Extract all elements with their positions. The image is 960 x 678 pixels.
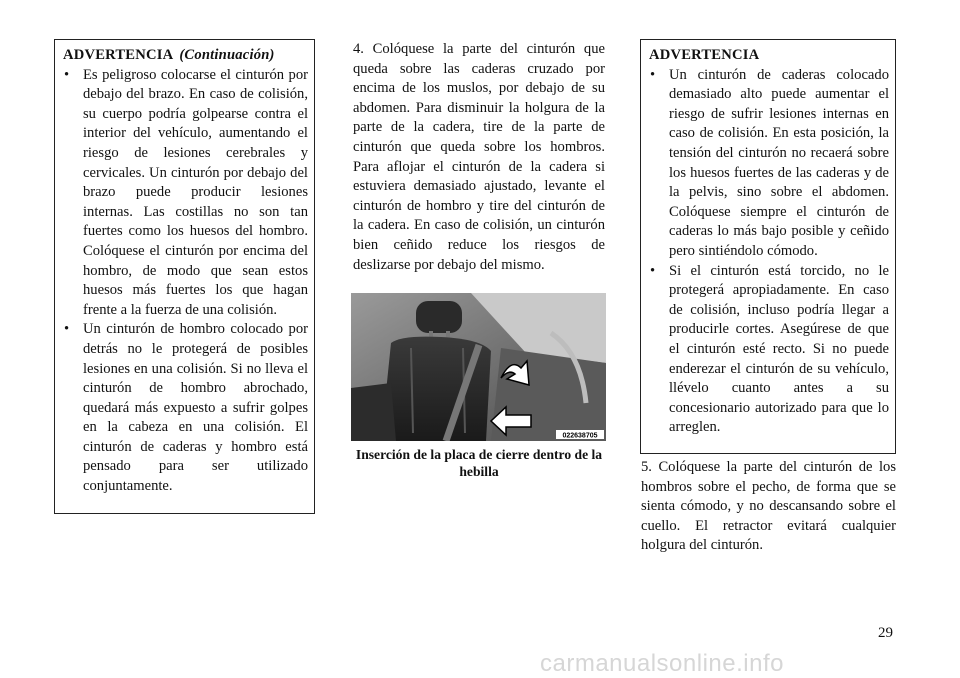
warning-title	[63, 46, 308, 66]
step-4-paragraph	[353, 40, 605, 275]
step-4-text: 4. Colóquese la parte del cinturón que queda sobre las caderas cruzado por encima de los muslos, por debajo de su abdomen. Para disminuir la holgura de la parte de la cadera, tire de la parte de cinturón que queda sobre los hombros. Para aflojar el cinturón de la cadera si estuviera demasiado ajustado, levante el cinturón de hombro y tire del cinturón de la cadera. En caso de colisión, un cinturón bien ceñido reduce los riesgos de deslizarse por debajo del mismo.	[353, 41, 605, 273]
warning-title-text: ADVERTENCIA	[63, 47, 174, 63]
image-caption: Inserción de la placa de cierre dentro de la hebilla	[355, 447, 603, 479]
seat-belt-buckle-photo	[351, 293, 606, 441]
step-5-text: 5. Colóquese la parte del cinturón de los hombros sobre el pecho, de forma que se sienta cómodo, y no descansando sobre el cuello. El retractor evitará cualquier holgura del cinturón.	[641, 459, 896, 554]
page-number: 29	[878, 625, 893, 641]
image-code: 022638705	[562, 432, 598, 440]
warning-list	[63, 66, 308, 497]
warning-item: • Es peligroso colocarse el cinturón por debajo del brazo. En caso de colisión, su cuerpo podría golpearse contra el interior del vehículo, aumentando el riesgo de lesiones cerebrales y cervicales. Un cinturón por debajo del brazo puede producir lesiones internas. Las costillas no son tan fuertes como los huesos del hombro. Colóquese el cinturón por encima del hombro, de modo que sean estos huesos más fuertes los que hagan frente a la fuerza de una colisión.	[63, 66, 308, 321]
warning-list	[649, 66, 889, 438]
warning-title-suffix: (Continuación)	[179, 47, 275, 63]
step-5-paragraph	[641, 458, 896, 556]
car-interior-illustration	[351, 293, 606, 441]
warning-item: • Un cinturón de hombro colocado por detrás no le protegerá de posibles lesiones en una colisión. Si no lleva el cinturón de hombro abrochado, quedará más expuesto a sufrir golpes en la cabeza en una colisión. El cinturón de caderas y hombro está pensado para ser utilizado conjuntamente.	[63, 320, 308, 496]
warning-title: ADVERTENCIA	[649, 47, 760, 63]
warning-box-continued	[54, 39, 315, 514]
watermark: carmanualsonline.info	[540, 650, 784, 677]
warning-box	[640, 39, 896, 454]
warning-item: • Si el cinturón está torcido, no le protegerá apropiadamente. En caso de colisión, incluso podría llegar a producirle cortes. Asegúrese de que el cinturón esté recto. Si no puede enderezar el cinturón de su vehículo, llévelo cuanto antes a su concesionario autorizado para que lo arreglen.	[649, 262, 889, 438]
warning-item: • Un cinturón de caderas colocado demasiado alto puede aumentar el riesgo de sufrir lesiones internas en caso de colisión. En esta posición, la tensión del cinturón no recaerá sobre los huesos fuertes de las caderas y de la pelvis, sino sobre el abdomen. Colóquese siempre el cinturón de caderas lo más bajo posible y ceñido pero sintiéndolo cómodo.	[649, 66, 889, 262]
